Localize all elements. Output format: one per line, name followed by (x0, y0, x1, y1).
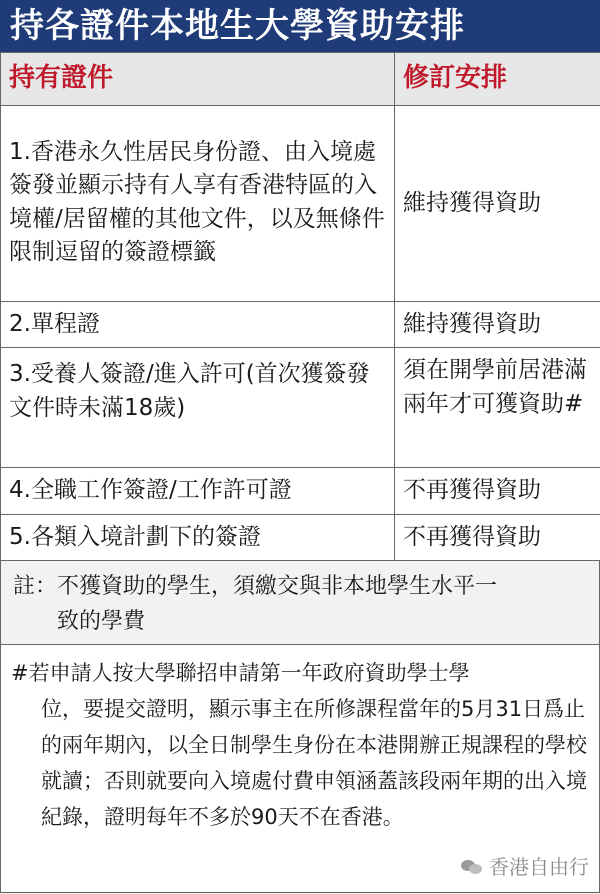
note-line: 註：不獲資助的學生，須繳交與非本地學生水平一 (13, 574, 498, 600)
page-title: 持各證件本地生大學資助安排 (10, 6, 465, 46)
row-document: 3.受養人簽證/進入許可(首次獲簽發文件時未滿18歲) (1, 348, 395, 468)
note-line: 致的學費 (57, 609, 146, 635)
table-row (1, 106, 600, 302)
watermark (461, 850, 589, 884)
table-row (1, 302, 600, 348)
row-document: 4.全職工作簽證/工作許可證 (1, 468, 395, 514)
hash-note-line: #若申請人按大學聯招申請第一年政府資助學士學 (11, 661, 470, 686)
note-box (0, 561, 600, 645)
hash-note-body: 位，要提交證明，顯示事主在所修課程當年的5月31日爲止的兩年期內，以全日制學生身份在本港開辦正規課程的學校就讀；否則就要向入境處付費申領涵蓋該段兩年期的出入境紀錄，證明每年不多於90天不在香港。 (41, 697, 587, 830)
title-bar (0, 0, 600, 52)
header-document: 持有證件 (1, 53, 395, 106)
row-arrangement: 不再獲得資助 (395, 514, 600, 560)
row-arrangement: 維持獲得資助 (395, 106, 600, 302)
hash-note-box (0, 645, 600, 893)
table-row (1, 468, 600, 514)
row-arrangement: 須在開學前居港滿兩年才可獲資助# (395, 348, 600, 468)
row-arrangement: 不再獲得資助 (395, 468, 600, 514)
header-arrangement: 修訂安排 (395, 53, 600, 106)
table-row (1, 348, 600, 468)
row-document: 2.單程證 (1, 302, 395, 348)
table-header (1, 53, 600, 106)
watermark-text: 香港自由行 (489, 854, 589, 879)
row-document: 5.各類入境計劃下的簽證 (1, 514, 395, 560)
row-document: 1.香港永久性居民身份證、由入境處簽發並顯示持有人享有香港特區的入境權/居留權的其他文件，以及無條件限制逗留的簽證標籤 (1, 106, 395, 302)
wechat-icon (461, 858, 483, 876)
arrangement-table (0, 52, 600, 561)
table-row (1, 514, 600, 560)
row-arrangement: 維持獲得資助 (395, 302, 600, 348)
